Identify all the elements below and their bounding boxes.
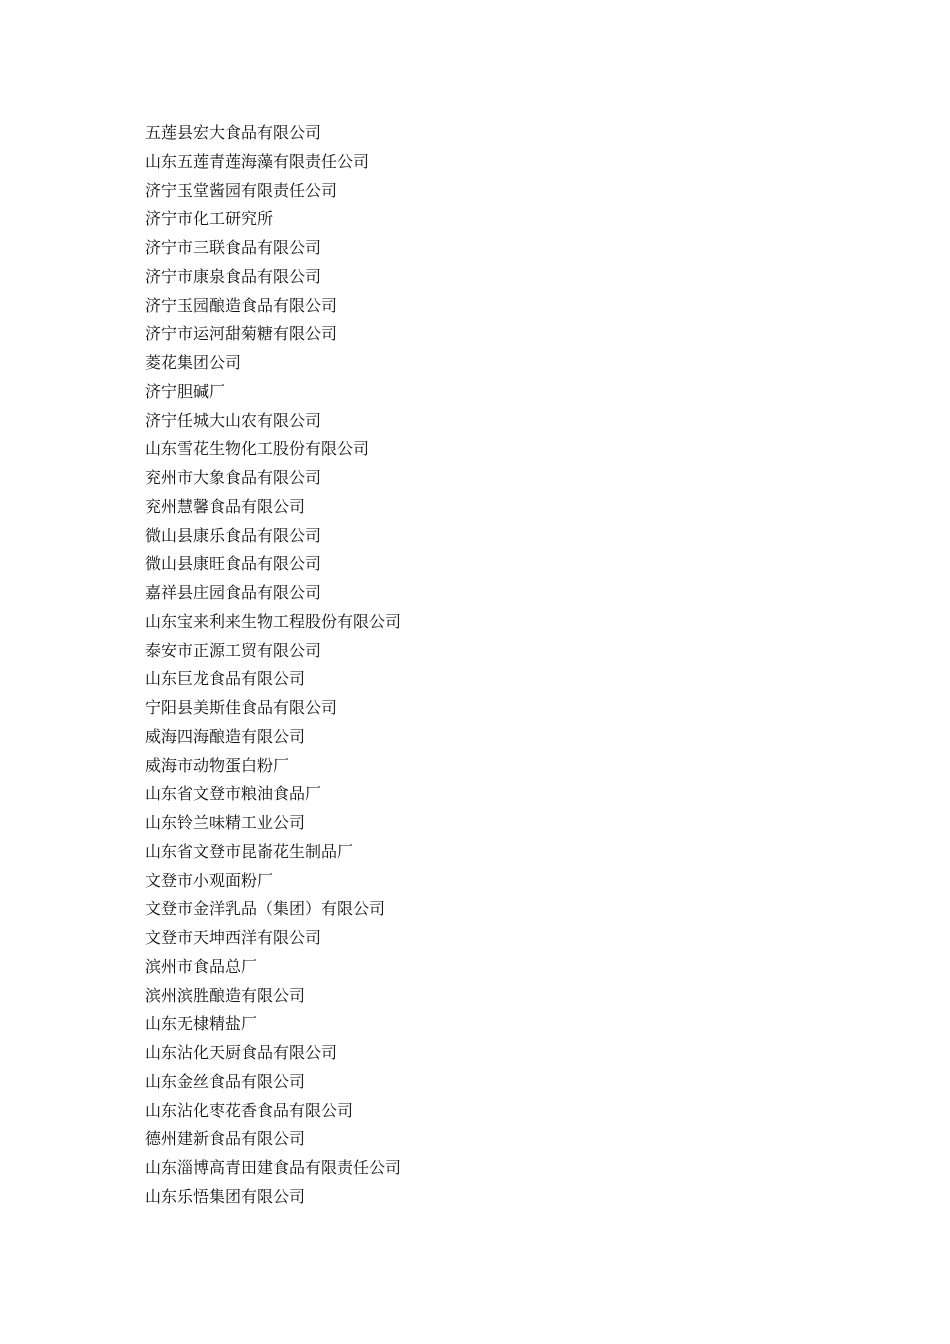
list-item: 济宁市运河甜菊糖有限公司 bbox=[145, 324, 338, 344]
list-item: 山东省文登市昆嵛花生制品厂 bbox=[145, 841, 354, 861]
list-item: 山东省文登市粮油食品厂 bbox=[145, 784, 322, 804]
list-item: 山东沾化天厨食品有限公司 bbox=[145, 1043, 338, 1062]
list-item: 济宁市三联食品有限公司 bbox=[145, 238, 322, 257]
list-item: 山东五莲青莲海藻有限责任公司 bbox=[145, 151, 370, 171]
list-item: 山东金丝食品有限公司 bbox=[145, 1071, 306, 1091]
list-item: 济宁玉堂酱园有限责任公司 bbox=[145, 180, 338, 200]
list-item: 山东雪花生物化工股份有限公司 bbox=[145, 439, 370, 459]
list-item: 山东淄博高青田建食品有限责任公司 bbox=[145, 1158, 402, 1177]
list-item: 德州建新食品有限公司 bbox=[145, 1129, 306, 1149]
list-item: 济宁市康泉食品有限公司 bbox=[145, 266, 322, 286]
list-item: 兖州慧馨食品有限公司 bbox=[145, 496, 306, 516]
list-item: 五莲县宏大食品有限公司 bbox=[145, 123, 322, 142]
list-item: 泰安市正源工贸有限公司 bbox=[145, 640, 322, 660]
list-item: 兖州市大象食品有限公司 bbox=[145, 468, 322, 487]
list-item: 山东乐悟集团有限公司 bbox=[145, 1186, 306, 1206]
list-item: 济宁玉园酿造食品有限公司 bbox=[145, 295, 338, 315]
company-list bbox=[145, 119, 401, 1212]
list-item: 山东无棣精盐厂 bbox=[145, 1014, 258, 1034]
list-item: 山东巨龙食品有限公司 bbox=[145, 669, 306, 689]
list-item: 山东沾化枣花香食品有限公司 bbox=[145, 1100, 354, 1120]
list-item: 文登市金洋乳品（集团）有限公司 bbox=[145, 899, 386, 919]
list-item: 嘉祥县庄园食品有限公司 bbox=[145, 583, 322, 602]
list-item: 文登市小观面粉厂 bbox=[145, 870, 274, 890]
list-item: 微山县康乐食品有限公司 bbox=[145, 525, 322, 545]
list-item: 滨州滨胜酿造有限公司 bbox=[145, 985, 306, 1005]
list-item: 菱花集团公司 bbox=[145, 353, 242, 372]
list-item: 济宁胆碱厂 bbox=[145, 381, 226, 401]
list-item: 文登市天坤西洋有限公司 bbox=[145, 928, 322, 947]
list-item: 威海市动物蛋白粉厂 bbox=[145, 755, 290, 775]
list-item: 济宁任城大山农有限公司 bbox=[145, 410, 322, 430]
list-item: 微山县康旺食品有限公司 bbox=[145, 554, 322, 574]
list-item: 山东宝来利来生物工程股份有限公司 bbox=[145, 611, 402, 631]
list-item: 威海四海酿造有限公司 bbox=[145, 726, 306, 746]
list-item: 滨州市食品总厂 bbox=[145, 956, 258, 976]
list-item: 宁阳县美斯佳食品有限公司 bbox=[145, 698, 338, 717]
list-item: 山东铃兰味精工业公司 bbox=[145, 813, 306, 832]
list-item: 济宁市化工研究所 bbox=[145, 209, 274, 229]
